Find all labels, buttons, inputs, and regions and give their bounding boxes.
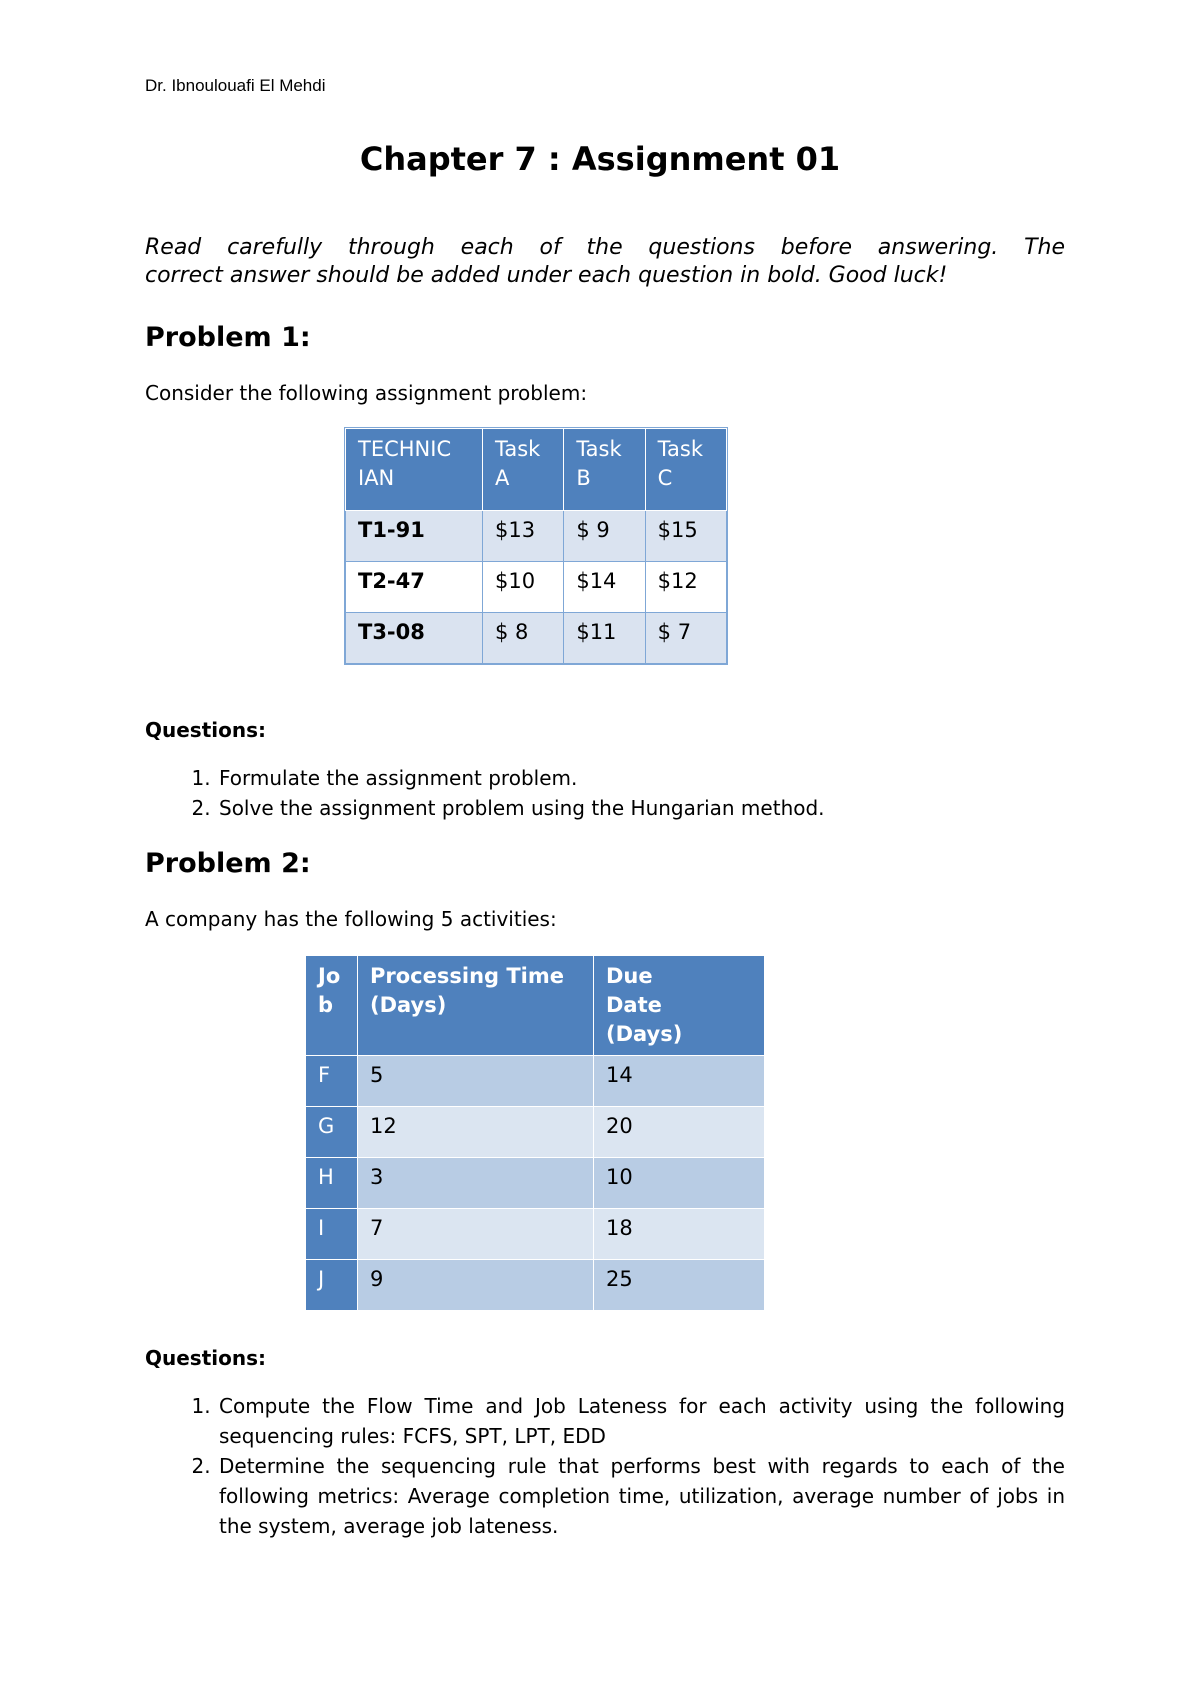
header-task-a: Task A [483, 429, 564, 511]
due-date-cell: 25 [594, 1260, 765, 1311]
due-date-cell: 10 [594, 1158, 765, 1209]
table-row [306, 1209, 765, 1260]
header-technician: TECHNIC IAN [346, 429, 483, 511]
page-title: Chapter 7 : Assignment 01 [359, 140, 841, 178]
problem-2-questions-heading: Questions: [145, 1346, 267, 1370]
technician-cell: T3-08 [346, 613, 483, 664]
cost-cell: $ 8 [483, 613, 564, 664]
activities-table [305, 955, 765, 1311]
problem-2-heading: Problem 2: [145, 848, 311, 879]
processing-time-cell: 7 [358, 1209, 594, 1260]
cost-cell: $14 [564, 562, 645, 613]
processing-time-cell: 5 [358, 1056, 594, 1107]
problem-1-questions-list [145, 763, 1065, 823]
author-header: Dr. Ibnoulouafi El Mehdi [145, 76, 326, 95]
header-due-date: Due Date (Days) [594, 956, 765, 1056]
cost-cell: $ 7 [645, 613, 726, 664]
instructions-line-1: Read carefully through each of the questions before answering. The [145, 235, 1065, 260]
problem-1-heading: Problem 1: [145, 322, 311, 353]
cost-cell: $11 [564, 613, 645, 664]
cost-cell: $12 [645, 562, 726, 613]
header-processing-time: Processing Time (Days) [358, 956, 594, 1056]
list-item: 2. Determine the sequencing rule that performs best with regards to each of the following metrics: Average completion time, utilization, average number of jobs in the system, average job lateness. [217, 1451, 1065, 1541]
table-row [346, 613, 727, 664]
due-date-cell: 20 [594, 1107, 765, 1158]
problem-1-intro: Consider the following assignment problem: [145, 381, 588, 405]
table-header-row [346, 429, 727, 511]
list-item: 1. Formulate the assignment problem. [217, 763, 1065, 793]
processing-time-cell: 3 [358, 1158, 594, 1209]
table-header-row [306, 956, 765, 1056]
due-date-cell: 18 [594, 1209, 765, 1260]
table-row [346, 562, 727, 613]
cost-cell: $ 9 [564, 511, 645, 562]
technician-cell: T2-47 [346, 562, 483, 613]
header-job: Jo b [306, 956, 358, 1056]
instructions-paragraph [145, 234, 1065, 290]
cost-cell: $10 [483, 562, 564, 613]
job-cell: F [306, 1056, 358, 1107]
job-cell: G [306, 1107, 358, 1158]
due-date-cell: 14 [594, 1056, 765, 1107]
list-item: 2. Solve the assignment problem using the Hungarian method. [217, 793, 1065, 823]
problem-1-questions-heading: Questions: [145, 718, 267, 742]
job-cell: J [306, 1260, 358, 1311]
header-task-c: Task C [645, 429, 726, 511]
job-cell: H [306, 1158, 358, 1209]
table-row [346, 511, 727, 562]
technician-cell: T1-91 [346, 511, 483, 562]
assignment-cost-table [345, 428, 727, 664]
table-row [306, 1107, 765, 1158]
problem-2-questions-list [145, 1391, 1065, 1541]
cost-cell: $13 [483, 511, 564, 562]
instructions-line-2: correct answer should be added under each question in bold. Good luck! [145, 263, 948, 288]
table-row [306, 1260, 765, 1311]
problem-2-intro: A company has the following 5 activities: [145, 907, 557, 931]
cost-cell: $15 [645, 511, 726, 562]
job-cell: I [306, 1209, 358, 1260]
list-item: 1. Compute the Flow Time and Job Lateness for each activity using the following sequencing rules: FCFS, SPT, LPT, EDD [217, 1391, 1065, 1451]
table-row [306, 1158, 765, 1209]
processing-time-cell: 9 [358, 1260, 594, 1311]
processing-time-cell: 12 [358, 1107, 594, 1158]
table-row [306, 1056, 765, 1107]
header-task-b: Task B [564, 429, 645, 511]
